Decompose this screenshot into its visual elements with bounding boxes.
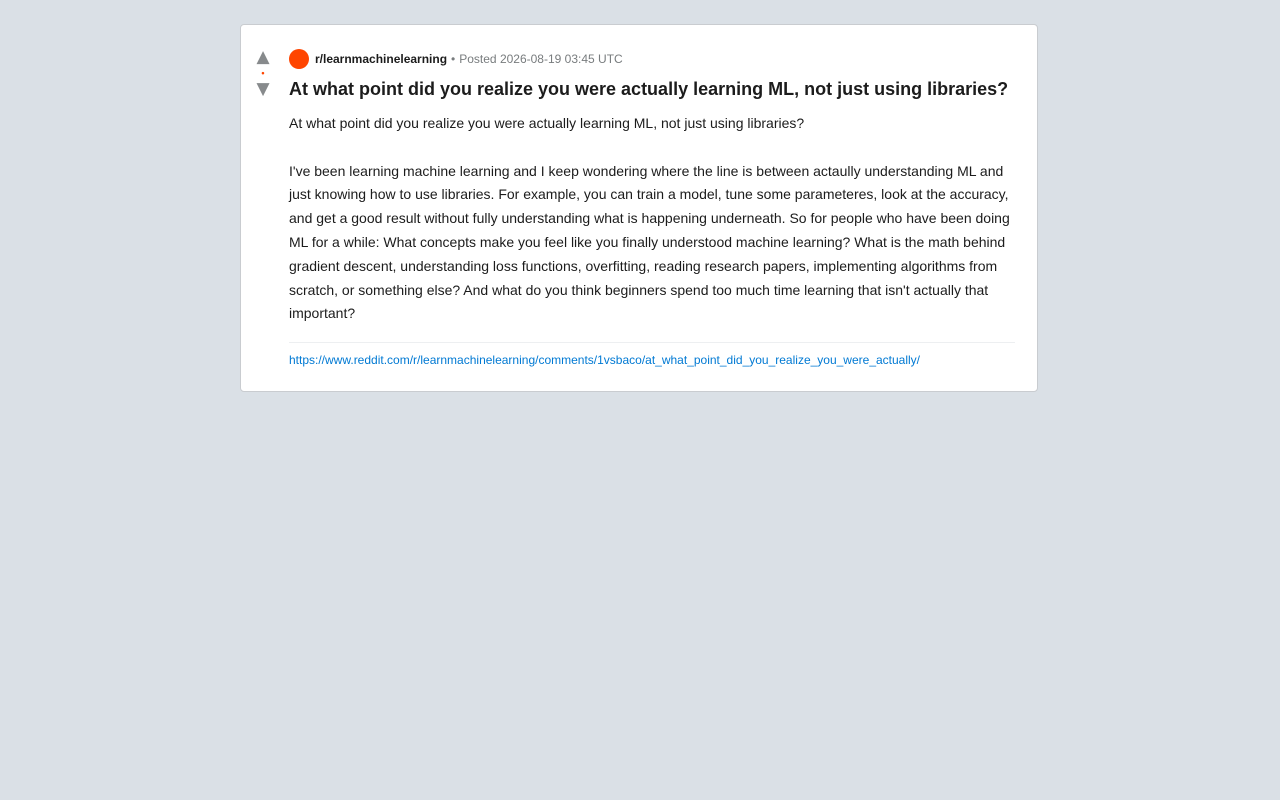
post-timestamp: Posted 2026-08-19 03:45 UTC [459,52,623,66]
upvote-icon[interactable]: ▲ [256,47,270,67]
post-meta [289,49,1015,69]
post-card [240,24,1038,392]
post-body-paragraph: I've been learning machine learning and I keep wondering where the line is between actaully understanding ML and just knowing how to use libraries. For example, you can train a model, tune some parameteres, look at the accuracy, and get a good result without fully understanding what is happening underneath. So for people who have been doing ML for a while: What concepts make you feel like you finally understood machine learning? What is the math behind gradient descent, understanding loss functions, overfitting, reading research papers, implementing algorithms from scratch, or something else? And what do you think beginners spend too much time learning that isn't actually that important? [289,162,1010,322]
post-body [289,112,1015,326]
subreddit-avatar[interactable] [289,49,309,69]
vote-column [249,47,277,99]
downvote-icon[interactable]: ▼ [256,79,270,99]
divider [289,342,1015,343]
post-body-paragraph: At what point did you realize you were actually learning ML, not just using libraries? [289,115,805,131]
meta-separator: • [451,52,456,66]
post-url-link[interactable]: https://www.reddit.com/r/learnmachinelearning/comments/1vsbaco/at_what_point_did_you_realize_you_were_actually/ [289,353,921,368]
post-title[interactable]: At what point did you realize you were actually learning ML, not just using libraries? [289,79,1009,99]
post-content [289,49,1015,368]
vote-score: • [261,68,265,78]
subreddit-link[interactable]: r/learnmachinelearning [315,52,448,66]
